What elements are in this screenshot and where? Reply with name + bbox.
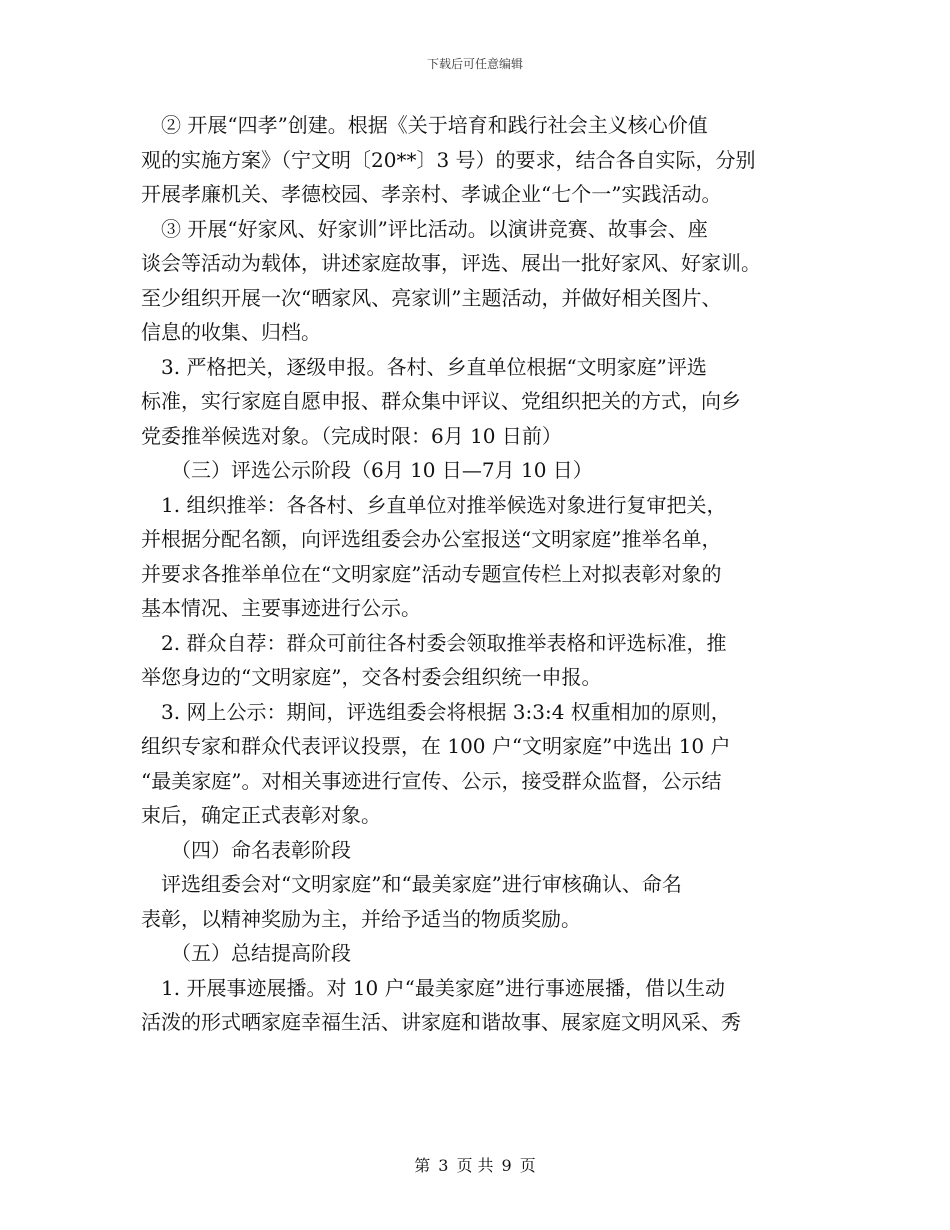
section-heading: （四）命名表彰阶段: [141, 837, 351, 862]
body-line: 束后，确定正式表彰对象。: [141, 803, 381, 827]
page-label-mid: 页 共: [456, 1156, 494, 1175]
body-line: 3. 网上公示：期间，评选组委会将根据 3:3:4 权重相加的原则，: [141, 699, 731, 724]
body-line: 信息的收集、归档。: [141, 320, 321, 344]
body-line: 并根据分配名额，向评选组委会办公室报送“文明家庭”推举名单，: [141, 527, 722, 551]
body-line: 至少组织开展一次“晒家风、亮家训”主题活动，并做好相关图片、: [141, 285, 722, 310]
document-body: [141, 108, 807, 1040]
body-line: 举您身边的“文明家庭”，交各村委会组织统一申报。: [141, 665, 602, 689]
body-line: ② 开展“四孝”创建。根据《关于培育和践行社会主义核心价值: [141, 113, 708, 137]
body-line: 谈会等活动为载体，讲述家庭故事，评选、展出一批好家风、好家训。: [141, 251, 761, 275]
page-footer: [0, 1153, 950, 1176]
body-line: 表彰，以精神奖励为主，并给予适当的物质奖励。: [141, 906, 581, 931]
body-line: 评选组委会对“文明家庭”和“最美家庭”进行审核确认、命名: [141, 872, 682, 896]
body-line: 1. 开展事迹展播。对 10 户“最美家庭”进行事迹展播，借以生动: [141, 975, 726, 1000]
section-heading: （五）总结提高阶段: [141, 941, 351, 965]
body-line: 2. 群众自荐：群众可前往各村委会领取推举表格和评选标准，推: [141, 630, 727, 655]
body-line: “最美家庭”。对相关事迹进行宣传、公示，接受群众监督，公示结: [141, 768, 722, 793]
section-heading: （三）评选公示阶段（6月 10 日—7月 10 日）: [141, 458, 593, 482]
page-header: 下载后可任意编辑: [426, 57, 523, 71]
page-label-prefix: 第: [414, 1156, 431, 1175]
body-line: 基本情况、主要事迹进行公示。: [141, 596, 421, 620]
body-line: 1. 组织推举：各各村、乡直单位对推举候选对象进行复审把关，: [141, 492, 727, 517]
page-label-suffix: 页: [519, 1156, 536, 1175]
body-line: 活泼的形式晒家庭幸福生活、讲家庭和谐故事、展家庭文明风采、秀: [141, 1010, 741, 1034]
body-line: 观的实施方案》（宁文明〔20**〕3 号）的要求，结合各自实际，分别: [141, 147, 756, 172]
body-line: 并要求各推举单位在“文明家庭”活动专题宣传栏上对拟表彰对象的: [141, 561, 722, 586]
body-line: 标准，实行家庭自愿申报、群众集中评议、党组织把关的方式，向乡: [141, 389, 741, 413]
total-pages-number: 9: [501, 1156, 512, 1175]
body-line: ③ 开展“好家风、好家训”评比活动。以演讲竞赛、故事会、座: [141, 216, 708, 241]
body-line: 党委推举候选对象。（完成时限：6月 10 日前）: [141, 423, 562, 448]
current-page-number: 3: [438, 1156, 449, 1175]
body-line: 3. 严格把关，逐级申报。各村、乡直单位根据“文明家庭”评选: [141, 354, 707, 379]
body-line: 组织专家和群众代表评议投票，在 100 户“文明家庭”中选出 10 户: [141, 734, 731, 758]
body-line: 开展孝廉机关、孝德校园、孝亲村、孝诚企业“七个一”实践活动。: [141, 182, 722, 206]
